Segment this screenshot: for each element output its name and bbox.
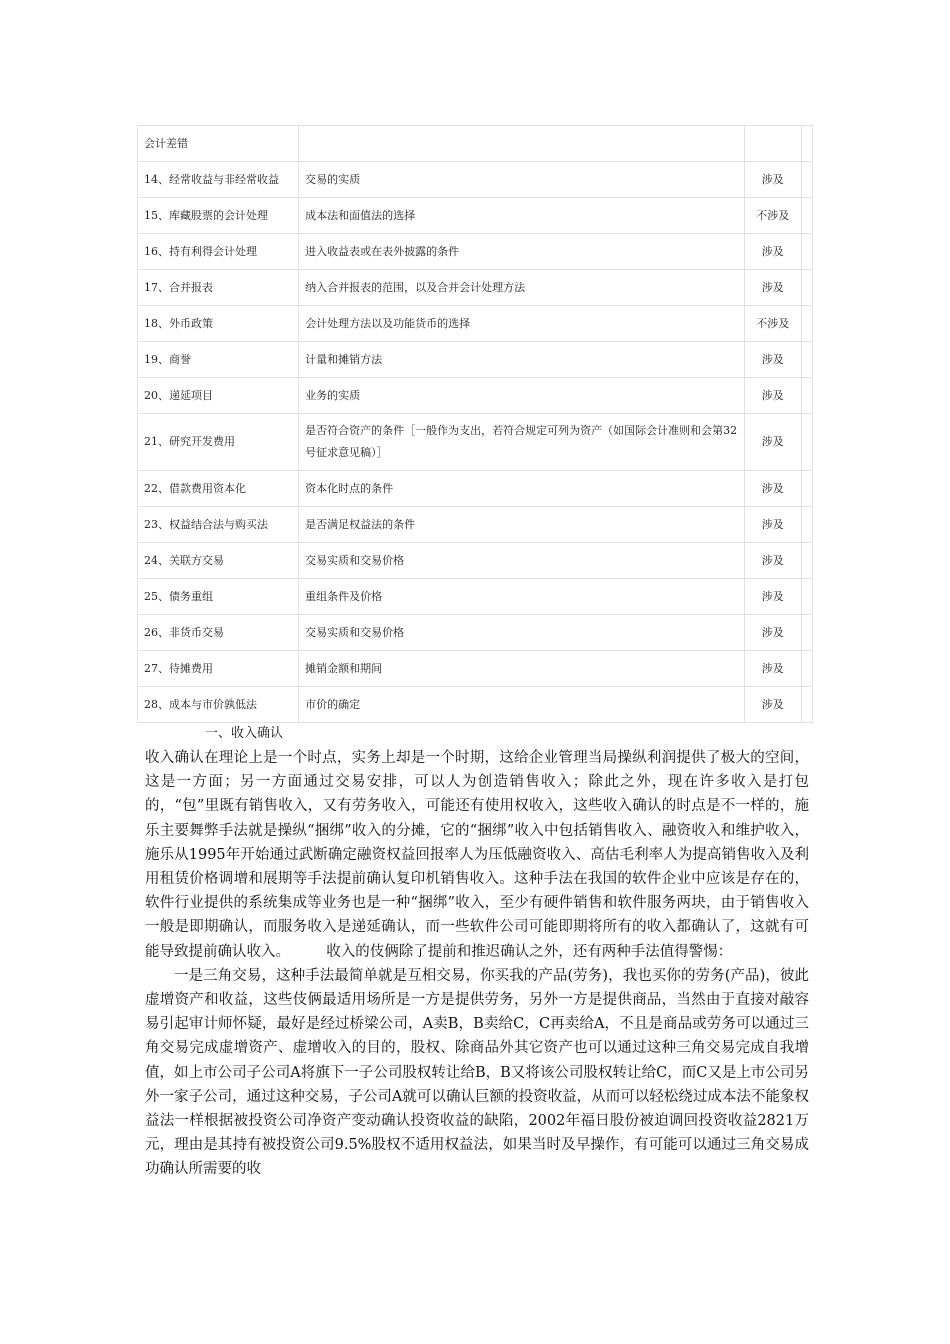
- paragraph: 收入确认在理论上是一个时点，实务上却是一个时期，这给企业管理当局操纵利润提供了极大的空间，这是一方面；另一方面通过交易安排，可以人为创造销售收入；除此之外，现在许多收入是打包的，“包”里既有销售收入，又有劳务收入，可能还有使用权收入，这些收入确认的时点是不一样的，施乐主要舞弊手法就是操纵“捆绑”收入的分摊，它的“捆绑”收入中包括销售收入、融资收入和维护收入，施乐从1995年开始通过武断确定融资权益回报率人为压低融资收入、高估毛利率人为提高销售收入及利用租赁价格调增和展期等手法提前确认复印机销售收入。这种手法在我国的软件企业中应该是存在的，软件行业提供的系统集成等业务也是一种“捆绑”收入，至少有硬件销售和软件服务两块，由于销售收入一般是即期确认，而服务收入是递延确认，而一些软件公司可能即期将所有的收入都确认了，这就有可能导致提前确认收入。 收入的伎俩除了提前和推迟确认之外，还有两种手法值得警惕：: [145, 750, 809, 960]
- blank-cell: [801, 507, 812, 543]
- status-cell: 涉及: [744, 270, 801, 306]
- basis-cell: 重组条件及价格: [299, 579, 745, 615]
- blank-cell: [801, 270, 812, 306]
- blank-cell: [801, 126, 812, 162]
- status-cell: 涉及: [744, 471, 801, 507]
- blank-cell: [801, 162, 812, 198]
- blank-cell: [801, 414, 812, 471]
- table-row: [138, 507, 813, 543]
- table-row: [138, 615, 813, 651]
- basis-cell: 计量和摊销方法: [299, 342, 745, 378]
- item-cell: 21、研究开发费用: [138, 414, 299, 471]
- basis-cell: 成本法和面值法的选择: [299, 198, 745, 234]
- table-row: [138, 306, 813, 342]
- basis-cell: 市价的确定: [299, 687, 745, 723]
- table-row: [138, 378, 813, 414]
- status-cell: 涉及: [744, 543, 801, 579]
- status-cell: 涉及: [744, 615, 801, 651]
- paragraph: 一是三角交易，这种手法最简单就是互相交易，你买我的产品(劳务)，我也买你的劳务(产品)，彼此虚增资产和收益，这些伎俩最适用场所是一方是提供劳务，另外一方是提供商品，当然由于直接对敲容易引起审计师怀疑，最好是经过桥梁公司，A卖B，B卖给C，C再卖给A，不且是商品或劳务可以通过三角交易完成虚增资产、虚增收入的目的，股权、除商品外其它资产也可以通过这种三角交易完成自我增值，如上市公司子公司A将旗下一子公司股权转让给B，B又将该公司股权转让给C，而C又是上市公司另外一家子公司，通过这种交易，子公司A就可以确认巨额的投资收益，从而可以轻松绕过成本法不能象权益法一样根据被投资公司净资产变动确认投资收益的缺陷，2002年福日股份被迫调回投资收益2821万元，理由是其持有被投资公司9.5%股权不适用权益法，如果当时及早操作，有可能可以通过三角交易成功确认所需要的收: [145, 967, 809, 1178]
- accounting-items-table: [137, 125, 813, 723]
- basis-cell: 资本化时点的条件: [299, 471, 745, 507]
- table-row: [138, 651, 813, 687]
- item-cell: 27、待摊费用: [138, 651, 299, 687]
- table-row: [138, 414, 813, 471]
- blank-cell: [801, 198, 812, 234]
- item-cell: 15、库藏股票的会计处理: [138, 198, 299, 234]
- blank-cell: [801, 234, 812, 270]
- blank-cell: [801, 342, 812, 378]
- basis-cell: 摊销金额和期间: [299, 651, 745, 687]
- status-cell: 涉及: [744, 162, 801, 198]
- table-row: [138, 471, 813, 507]
- item-cell: 18、外币政策: [138, 306, 299, 342]
- table-row: [138, 198, 813, 234]
- status-cell: 不涉及: [744, 198, 801, 234]
- table-row: [138, 687, 813, 723]
- status-cell: 涉及: [744, 234, 801, 270]
- basis-cell: 交易的实质: [299, 162, 745, 198]
- basis-cell: 是否符合资产的条件［一般作为支出，若符合规定可列为资产（如国际会计准则和会第32号征求意见稿）］: [299, 414, 745, 471]
- blank-cell: [801, 651, 812, 687]
- item-cell: 28、成本与市价孰低法: [138, 687, 299, 723]
- section-heading: 一、收入确认: [205, 726, 284, 741]
- item-cell: 26、非货币交易: [138, 615, 299, 651]
- table-row: [138, 342, 813, 378]
- blank-cell: [801, 615, 812, 651]
- status-cell: 不涉及: [744, 306, 801, 342]
- basis-cell: 进入收益表或在表外披露的条件: [299, 234, 745, 270]
- item-cell: 19、商誉: [138, 342, 299, 378]
- status-cell: 涉及: [744, 687, 801, 723]
- blank-cell: [801, 471, 812, 507]
- status-cell: 涉及: [744, 579, 801, 615]
- item-cell: 16、持有利得会计处理: [138, 234, 299, 270]
- blank-cell: [801, 306, 812, 342]
- body-text: [145, 746, 809, 1182]
- basis-cell: 会计处理方法以及功能货币的选择: [299, 306, 745, 342]
- item-cell: 25、债务重组: [138, 579, 299, 615]
- status-cell: 涉及: [744, 378, 801, 414]
- status-cell: 涉及: [744, 414, 801, 471]
- basis-cell: 业务的实质: [299, 378, 745, 414]
- item-cell: 会计差错: [138, 126, 299, 162]
- table-row: [138, 234, 813, 270]
- basis-cell: 交易实质和交易价格: [299, 615, 745, 651]
- blank-cell: [801, 687, 812, 723]
- status-cell: [744, 126, 801, 162]
- blank-cell: [801, 579, 812, 615]
- item-cell: 24、关联方交易: [138, 543, 299, 579]
- item-cell: 17、合并报表: [138, 270, 299, 306]
- item-cell: 14、经常收益与非经常收益: [138, 162, 299, 198]
- item-cell: 23、权益结合法与购买法: [138, 507, 299, 543]
- basis-cell: 是否满足权益法的条件: [299, 507, 745, 543]
- table-row: [138, 162, 813, 198]
- table-row: [138, 270, 813, 306]
- basis-cell: 纳入合并报表的范围，以及合并会计处理方法: [299, 270, 745, 306]
- basis-cell: [299, 126, 745, 162]
- status-cell: 涉及: [744, 651, 801, 687]
- table-row: [138, 543, 813, 579]
- blank-cell: [801, 378, 812, 414]
- item-cell: 20、递延项目: [138, 378, 299, 414]
- item-cell: 22、借款费用资本化: [138, 471, 299, 507]
- status-cell: 涉及: [744, 507, 801, 543]
- basis-cell: 交易实质和交易价格: [299, 543, 745, 579]
- blank-cell: [801, 543, 812, 579]
- table-row: [138, 126, 813, 162]
- table-row: [138, 579, 813, 615]
- status-cell: 涉及: [744, 342, 801, 378]
